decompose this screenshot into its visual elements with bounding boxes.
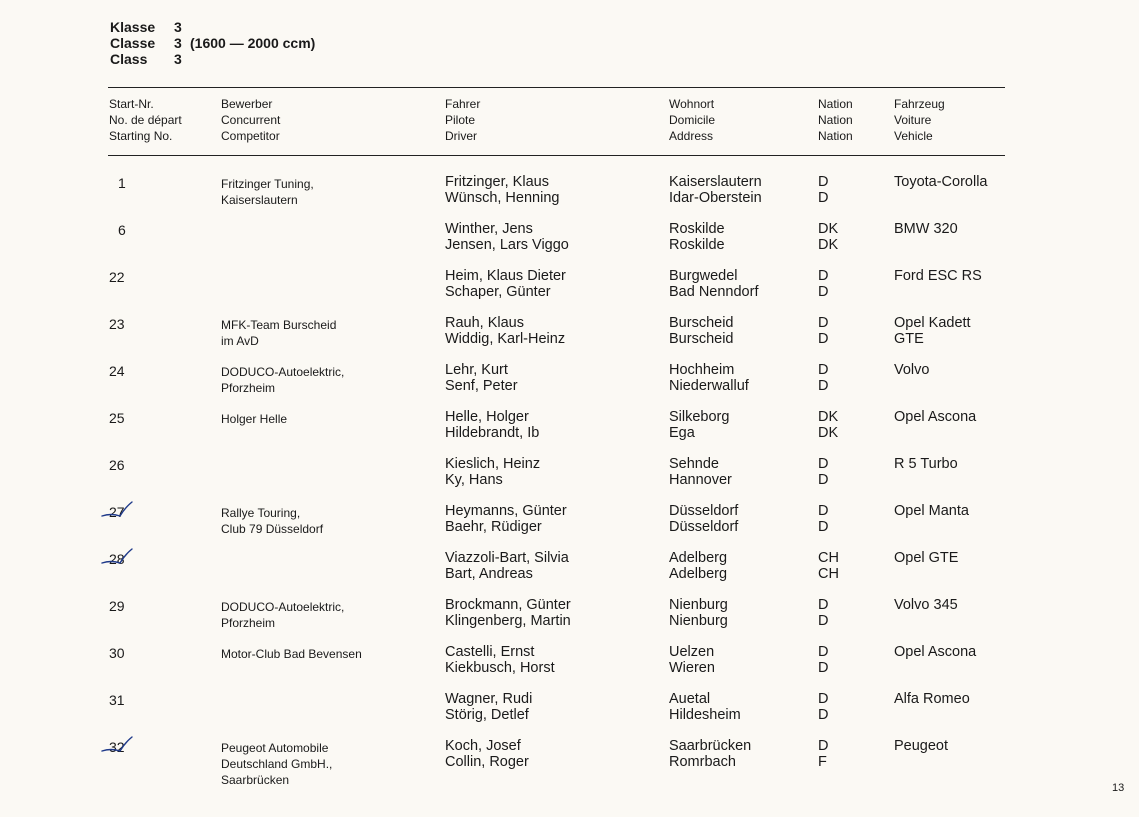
vehicle — [894, 597, 958, 613]
class-heading-fr: Classe — [110, 35, 156, 51]
nation-code: CH — [818, 550, 839, 566]
class-heading-en: Class — [110, 51, 148, 67]
nation-code: DK — [818, 237, 839, 253]
address: Bad Nenndorf — [669, 284, 759, 300]
nations — [818, 597, 828, 629]
competitor — [221, 740, 332, 788]
driver-names — [445, 597, 571, 629]
nation-code: D — [818, 378, 829, 394]
entry-row — [0, 221, 1139, 265]
driver-name: Ky, Hans — [445, 472, 503, 488]
entry-row — [0, 362, 1139, 406]
competitor — [221, 411, 287, 427]
driver-names — [445, 691, 532, 723]
addresses — [669, 503, 738, 535]
address: Auetal — [669, 691, 711, 707]
driver-name: Widdig, Karl-Heinz — [445, 331, 566, 347]
vehicle-line: Volvo 345 — [894, 597, 958, 613]
handwritten-check-mark — [100, 546, 134, 570]
header-label: Competitor — [221, 129, 280, 143]
addresses — [669, 456, 732, 488]
vehicle-line: Ford ESC RS — [894, 268, 982, 284]
driver-name: Koch, Josef — [445, 738, 521, 754]
driver-name: Heim, Klaus Dieter — [445, 268, 566, 284]
header-label: Nation — [818, 129, 853, 143]
addresses — [669, 550, 727, 582]
vehicle-line: R 5 Turbo — [894, 456, 958, 472]
address: Roskilde — [669, 221, 725, 237]
header-competitor — [221, 96, 280, 144]
entry-row — [0, 691, 1139, 735]
driver-name: Baehr, Rüdiger — [445, 519, 542, 535]
competitor-line: MFK-Team Burscheid — [221, 318, 337, 332]
vehicle-line: GTE — [894, 331, 924, 347]
nation-code: D — [818, 331, 829, 347]
address: Düsseldorf — [669, 519, 739, 535]
address: Burgwedel — [669, 268, 738, 284]
vehicle — [894, 738, 948, 754]
vehicle-line: Opel Ascona — [894, 644, 977, 660]
address: Romrbach — [669, 754, 736, 770]
nations — [818, 221, 838, 253]
header-starting-no — [109, 96, 182, 144]
driver-name: Winther, Jens — [445, 221, 533, 237]
address: Niederwalluf — [669, 378, 749, 394]
address: Roskilde — [669, 237, 725, 253]
entry-row — [0, 268, 1139, 312]
address: Burscheid — [669, 315, 734, 331]
driver-name: Rauh, Klaus — [445, 315, 524, 331]
header-nation — [818, 96, 853, 144]
driver-name: Störig, Detlef — [445, 707, 529, 723]
starting-number: 31 — [109, 692, 125, 708]
address: Adelberg — [669, 550, 728, 566]
competitor-line: Kaiserslautern — [221, 193, 298, 207]
vehicle — [894, 456, 958, 472]
competitor — [221, 176, 314, 208]
header-label: Driver — [445, 129, 477, 143]
nation-code: F — [818, 754, 827, 770]
header-label: Concurrent — [221, 113, 281, 127]
nation-code: D — [818, 472, 829, 488]
vehicle-line: Peugeot — [894, 738, 949, 754]
vehicle — [894, 691, 970, 707]
nation-code: D — [818, 284, 829, 300]
entry-row — [0, 409, 1139, 453]
address: Burscheid — [669, 331, 734, 347]
address: Silkeborg — [669, 409, 730, 425]
competitor-line: Club 79 Düsseldorf — [221, 522, 324, 536]
driver-name: Hildebrandt, Ib — [445, 425, 540, 441]
competitor — [221, 646, 362, 662]
nations — [818, 550, 839, 582]
driver-names — [445, 315, 565, 347]
class-number: 3 — [174, 19, 182, 35]
starting-number: 24 — [109, 363, 125, 379]
class-heading-de: Klasse — [110, 19, 156, 35]
driver-names — [445, 409, 539, 441]
class-heading — [110, 19, 315, 67]
competitor — [221, 505, 323, 537]
competitor-line: im AvD — [221, 334, 259, 348]
driver-name: Senf, Peter — [445, 378, 518, 394]
vehicle-line: Opel GTE — [894, 550, 959, 566]
addresses — [669, 174, 762, 206]
entry-row — [0, 550, 1139, 594]
header-address — [669, 96, 715, 144]
driver-names — [445, 268, 566, 300]
vehicle — [894, 174, 988, 190]
nations — [818, 738, 828, 770]
driver-names — [445, 362, 518, 394]
address: Hannover — [669, 472, 732, 488]
driver-name: Collin, Roger — [445, 754, 529, 770]
driver-name: Jensen, Lars Viggo — [445, 237, 569, 253]
address: Nienburg — [669, 613, 728, 629]
nation-code: CH — [818, 566, 839, 582]
address: Adelberg — [669, 566, 728, 582]
nations — [818, 409, 838, 441]
competitor — [221, 364, 344, 396]
starting-number: 23 — [109, 316, 125, 332]
vehicle — [894, 221, 958, 237]
header-vehicle — [894, 96, 945, 144]
entry-row — [0, 644, 1139, 688]
nation-code: D — [818, 190, 829, 206]
driver-name: Schaper, Günter — [445, 284, 551, 300]
vehicle — [894, 644, 976, 660]
driver-name: Castelli, Ernst — [445, 644, 535, 660]
vehicle — [894, 362, 929, 378]
header-label: Vehicle — [894, 129, 933, 143]
addresses — [669, 691, 741, 723]
address: Nienburg — [669, 597, 728, 613]
starting-number: 25 — [109, 410, 125, 426]
driver-name: Wagner, Rudi — [445, 691, 533, 707]
addresses — [669, 738, 751, 770]
driver-names — [445, 644, 555, 676]
header-label: No. de départ — [109, 113, 182, 127]
class-range: (1600 — 2000 ccm) — [190, 35, 316, 51]
nation-code: D — [818, 738, 829, 754]
nation-code: D — [818, 174, 829, 190]
starting-number: 28 — [109, 551, 125, 567]
driver-name: Heymanns, Günter — [445, 503, 567, 519]
addresses — [669, 597, 728, 629]
starting-number: 26 — [109, 457, 125, 473]
header-label: Address — [669, 129, 714, 143]
addresses — [669, 268, 758, 300]
header-label: Nation — [818, 97, 853, 111]
driver-name: Helle, Holger — [445, 409, 529, 425]
entry-row — [0, 174, 1139, 218]
address: Kaiserslautern — [669, 174, 762, 190]
nation-code: D — [818, 315, 829, 331]
nation-code: D — [818, 268, 829, 284]
header-label: Voiture — [894, 113, 932, 127]
addresses — [669, 221, 725, 253]
nation-code: DK — [818, 425, 839, 441]
vehicle — [894, 268, 982, 284]
header-label: Bewerber — [221, 97, 273, 111]
driver-name: Bart, Andreas — [445, 566, 533, 582]
header-label: Fahrzeug — [894, 97, 945, 111]
driver-name: Fritzinger, Klaus — [445, 174, 549, 190]
entry-row — [0, 503, 1139, 547]
competitor — [221, 317, 336, 349]
driver-name: Kieslich, Heinz — [445, 456, 541, 472]
nations — [818, 174, 828, 206]
class-number: 3 — [174, 35, 182, 51]
nation-code: D — [818, 660, 829, 676]
vehicle-line: Volvo — [894, 362, 930, 378]
addresses — [669, 409, 729, 441]
competitor-line: Pforzheim — [221, 381, 276, 395]
header-label: Nation — [818, 113, 853, 127]
nation-code: D — [818, 503, 829, 519]
vehicle-line: BMW 320 — [894, 221, 958, 237]
nations — [818, 268, 828, 300]
nations — [818, 503, 828, 535]
competitor-line: Pforzheim — [221, 616, 276, 630]
driver-names — [445, 174, 559, 206]
driver-name: Klingenberg, Martin — [445, 613, 571, 629]
nation-code: D — [818, 613, 829, 629]
driver-name: Kiekbusch, Horst — [445, 660, 555, 676]
entry-row — [0, 315, 1139, 359]
nation-code: DK — [818, 221, 839, 237]
competitor-line: Rallye Touring, — [221, 506, 301, 520]
nation-code: D — [818, 362, 829, 378]
entry-row — [0, 738, 1139, 787]
driver-name: Viazzoli-Bart, Silvia — [445, 550, 569, 566]
starting-number: 27 — [109, 504, 125, 520]
header-driver — [445, 96, 480, 144]
address: Hochheim — [669, 362, 735, 378]
page-number: 13 — [1112, 782, 1125, 794]
nation-code: D — [818, 644, 829, 660]
nation-code: DK — [818, 409, 839, 425]
driver-names — [445, 550, 569, 582]
addresses — [669, 362, 749, 394]
top-rule — [108, 87, 1005, 88]
nation-code: D — [818, 519, 829, 535]
addresses — [669, 644, 715, 676]
vehicle-line: Opel Kadett — [894, 315, 971, 331]
nations — [818, 362, 828, 394]
nations — [818, 691, 828, 723]
nation-code: D — [818, 691, 829, 707]
nations — [818, 644, 828, 676]
header-label: Pilote — [445, 113, 476, 127]
driver-name: Wünsch, Henning — [445, 190, 560, 206]
starting-number: 30 — [109, 645, 125, 661]
vehicle — [894, 550, 958, 566]
driver-names — [445, 503, 567, 535]
address: Ega — [669, 425, 695, 441]
header-label: Wohnort — [669, 97, 715, 111]
driver-names — [445, 456, 540, 488]
competitor-line: Holger Helle — [221, 412, 288, 426]
driver-name: Lehr, Kurt — [445, 362, 508, 378]
competitor — [221, 599, 344, 631]
competitor-line: Saarbrücken — [221, 773, 290, 787]
address: Wieren — [669, 660, 715, 676]
header-label: Start-Nr. — [109, 97, 154, 111]
handwritten-check-mark — [100, 499, 134, 523]
header-rule — [108, 155, 1005, 156]
driver-names — [445, 221, 569, 253]
entry-row — [0, 456, 1139, 500]
class-number: 3 — [174, 51, 182, 67]
competitor-line: DODUCO-Autoelektric, — [221, 365, 345, 379]
header-label: Domicile — [669, 113, 716, 127]
vehicle — [894, 503, 969, 519]
nations — [818, 456, 828, 488]
competitor-line: Deutschland GmbH., — [221, 757, 333, 771]
nation-code: D — [818, 597, 829, 613]
address: Idar-Oberstein — [669, 190, 762, 206]
driver-name: Brockmann, Günter — [445, 597, 571, 613]
address: Hildesheim — [669, 707, 741, 723]
vehicle-line: Opel Ascona — [894, 409, 977, 425]
competitor-line: Fritzinger Tuning, — [221, 177, 314, 191]
addresses — [669, 315, 733, 347]
nations — [818, 315, 828, 347]
address: Düsseldorf — [669, 503, 739, 519]
starting-number: 1 — [118, 175, 126, 191]
handwritten-check-mark — [100, 734, 134, 758]
competitor-line: Motor-Club Bad Bevensen — [221, 647, 362, 661]
competitor-line: Peugeot Automobile — [221, 741, 329, 755]
address: Sehnde — [669, 456, 719, 472]
nation-code: D — [818, 707, 829, 723]
entry-row — [0, 597, 1139, 641]
header-label: Starting No. — [109, 129, 173, 143]
vehicle — [894, 409, 976, 425]
starting-number: 29 — [109, 598, 125, 614]
starting-number: 6 — [118, 222, 126, 238]
starting-number: 22 — [109, 269, 125, 285]
competitor-line: DODUCO-Autoelektric, — [221, 600, 345, 614]
starting-number: 32 — [109, 739, 125, 755]
nation-code: D — [818, 456, 829, 472]
driver-names — [445, 738, 529, 770]
address: Saarbrücken — [669, 738, 752, 754]
vehicle-line: Opel Manta — [894, 503, 969, 519]
vehicle-line: Toyota-Corolla — [894, 174, 988, 190]
header-label: Fahrer — [445, 97, 481, 111]
address: Uelzen — [669, 644, 715, 660]
vehicle-line: Alfa Romeo — [894, 691, 970, 707]
vehicle — [894, 315, 971, 347]
